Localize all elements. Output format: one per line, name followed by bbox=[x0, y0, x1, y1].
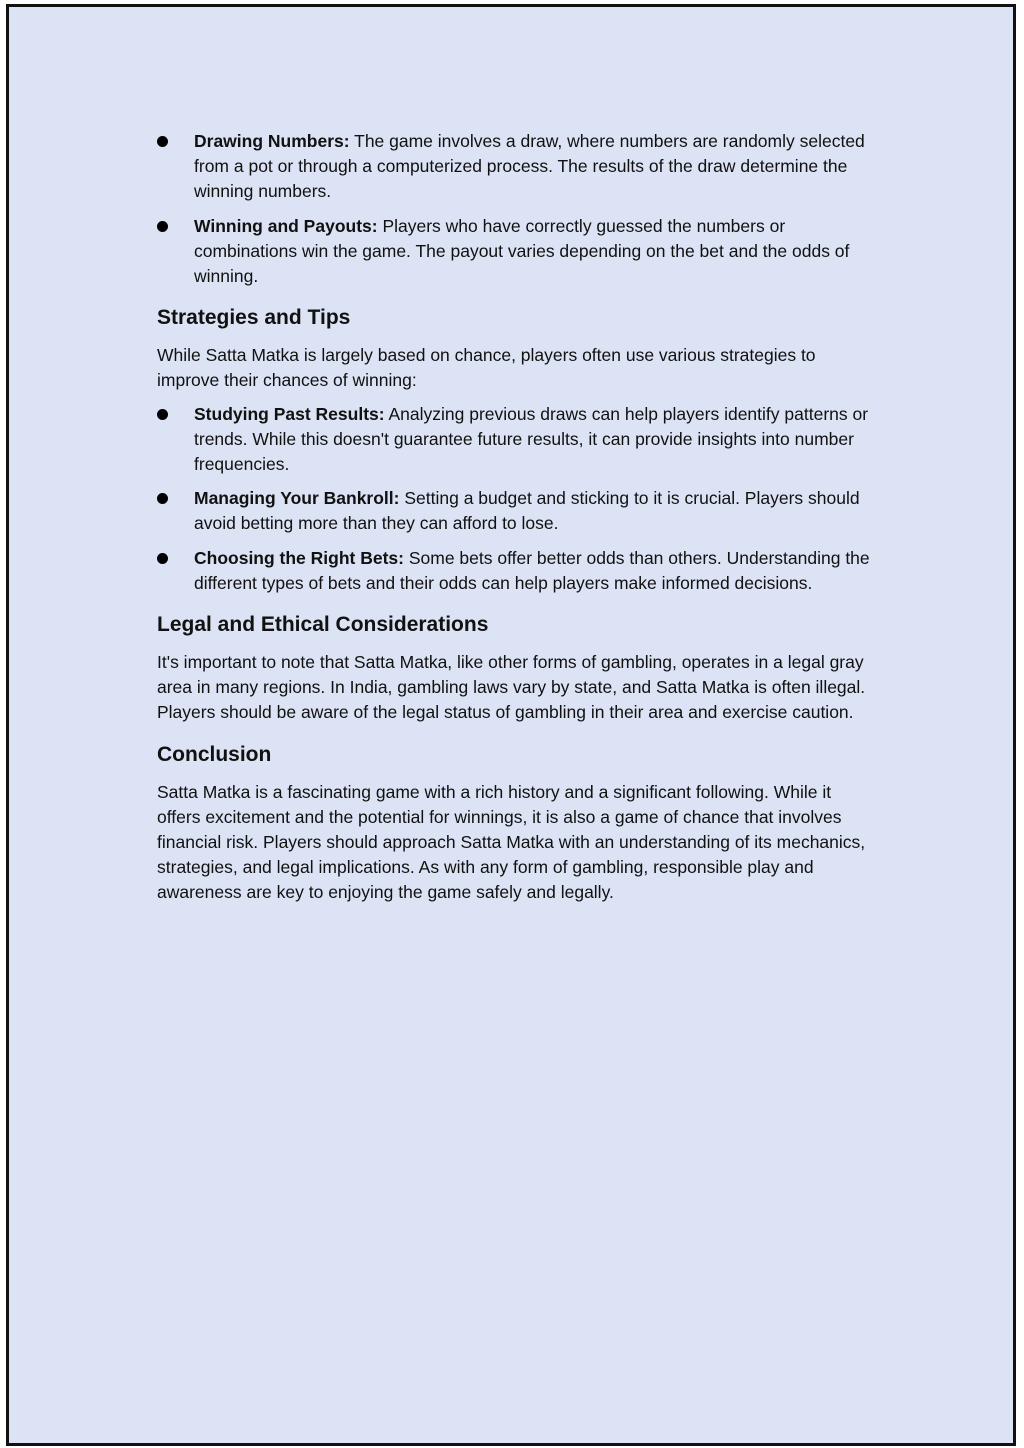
bullet-text: Players who have correctly guessed the numbers or combinations win the game. The payout varies depending on the bet and the odds of winning. bbox=[194, 215, 850, 287]
bullet-title: Studying Past Results: bbox=[194, 403, 385, 424]
bullet-dot-icon bbox=[157, 136, 168, 147]
bullet-title: Choosing the Right Bets: bbox=[194, 547, 404, 568]
bullet-text: Setting a budget and sticking to it is crucial. Players should avoid betting more than they can afford to lose. bbox=[194, 488, 860, 534]
bullet-dot-icon bbox=[157, 409, 168, 420]
bullet-dot-icon bbox=[157, 221, 168, 232]
intro-bullet-list bbox=[157, 129, 879, 289]
document-content bbox=[157, 129, 879, 914]
bullet-dot-icon bbox=[157, 493, 168, 504]
conclusion-heading: Conclusion bbox=[157, 742, 272, 766]
strategies-bullet-list bbox=[157, 402, 879, 596]
bullet-text: Some bets offer better odds than others. Understanding the different types of bets and their odds can help players make informed decisions. bbox=[194, 547, 870, 593]
legal-paragraph: It's important to note that Satta Matka, like other forms of gambling, operates in a legal gray area in many regions. In India, gambling laws vary by state, and Satta Matka is often illegal. Players should be aware of the legal status of gambling in their area and exercise caution. bbox=[157, 652, 866, 723]
bullet-title: Winning and Payouts: bbox=[194, 215, 378, 236]
list-item bbox=[157, 129, 879, 205]
list-item bbox=[157, 214, 879, 290]
bullet-dot-icon bbox=[157, 553, 168, 564]
conclusion-paragraph: Satta Matka is a fascinating game with a rich history and a significant following. While it offers excitement and the potential for winnings, it is also a game of chance that involves financial risk. Players should approach Satta Matka with an understanding of its mechanics, strategies, and legal implications. As with any form of gambling, responsible play and awareness are key to enjoying the game safely and legally. bbox=[157, 781, 866, 903]
bullet-text: The game involves a draw, where numbers are randomly selected from a pot or through a computerized process. The results of the draw determine the winning numbers. bbox=[194, 131, 865, 202]
document-page bbox=[6, 4, 1016, 1446]
bullet-text: Analyzing previous draws can help players identify patterns or trends. While this doesn't guarantee future results, it can provide insights into number frequencies. bbox=[194, 403, 869, 475]
bullet-title: Drawing Numbers: bbox=[194, 131, 350, 151]
list-item bbox=[157, 402, 879, 478]
legal-heading: Legal and Ethical Considerations bbox=[157, 613, 489, 637]
list-item bbox=[157, 486, 879, 536]
bullet-title: Managing Your Bankroll: bbox=[194, 488, 400, 509]
list-item bbox=[157, 546, 879, 596]
strategies-heading: Strategies and Tips bbox=[157, 306, 351, 330]
strategies-intro: While Satta Matka is largely based on chance, players often use various strategies to improve their chances of winning: bbox=[157, 345, 816, 391]
